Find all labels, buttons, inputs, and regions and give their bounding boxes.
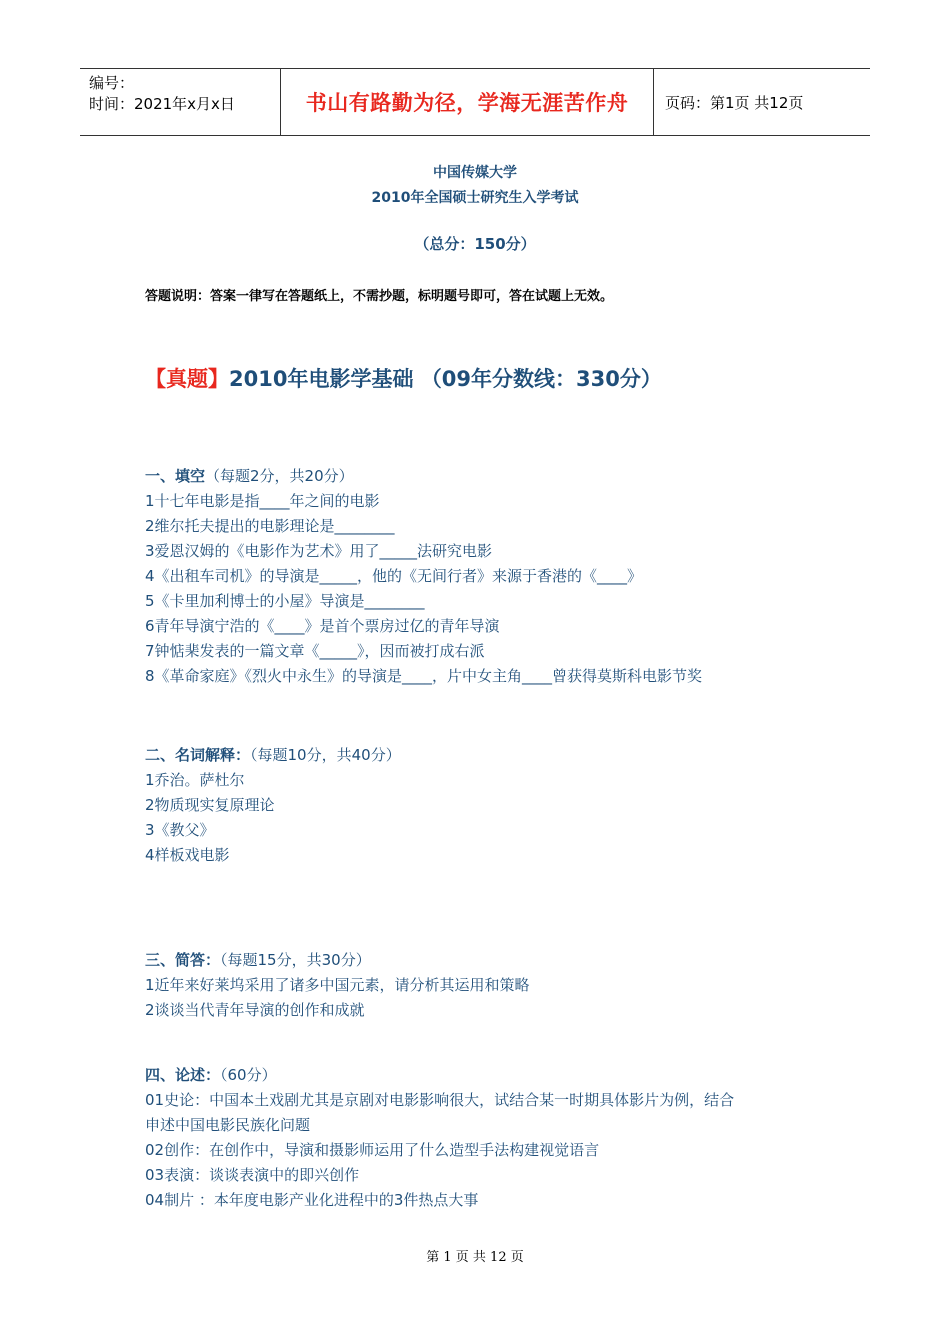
- list-item: 01史论：中国本土戏剧尤其是京剧对电影影响很大，试结合某一时期具体影片为例，结合: [145, 1091, 735, 1109]
- page-info-text: 页码：第1页 共12页: [665, 93, 804, 112]
- section-short-answer: [145, 948, 530, 1023]
- section-heading: 三、简答：: [145, 951, 221, 969]
- instructions: 答题说明：答案一律写在答题纸上，不需抄题，标明题号即可，答在试题上无效。: [145, 289, 614, 304]
- header-motto: [281, 69, 654, 135]
- section-points: （60分）: [220, 1066, 277, 1084]
- section-points: （每题10分，共40分）: [250, 746, 401, 764]
- list-item: 04制片 ：本年度电影产业化进程中的3件热点大事: [145, 1191, 479, 1209]
- section-terms: [145, 743, 401, 868]
- list-item: 5《卡里加利博士的小屋》导演是________: [145, 592, 425, 610]
- list-item: 6青年导演宁浩的《____》是首个票房过亿的青年导演: [145, 617, 500, 635]
- list-item: 1十七年电影是指____年之间的电影: [145, 492, 380, 510]
- list-item: 2物质现实复原理论: [145, 796, 275, 814]
- section-fill-in: [145, 464, 702, 689]
- list-item: 2维尔托夫提出的电影理论是________: [145, 517, 395, 535]
- subject-heading: [145, 363, 662, 393]
- list-item: 3爱恩汉姆的《电影作为艺术》用了_____法研究电影: [145, 542, 493, 560]
- exam-title: 2010年全国硕士研究生入学考试: [371, 190, 579, 206]
- list-item: 1近年来好莱坞采用了诸多中国元素，请分析其运用和策略: [145, 976, 530, 994]
- number-label: 编号：: [89, 74, 135, 92]
- section-heading: 一、填空: [145, 467, 206, 485]
- list-item: 3《教父》: [145, 821, 215, 839]
- section-points: （每题15分，共30分）: [220, 951, 371, 969]
- header-meta: [80, 69, 281, 135]
- section-heading: 四、论述：: [145, 1066, 221, 1084]
- list-item: 4样板戏电影: [145, 846, 230, 864]
- header-page-info: [654, 69, 870, 135]
- subject-title: 2010年电影学基础 （09年分数线：330分）: [229, 367, 662, 391]
- page-footer: 第 1 页 共 12 页: [426, 1250, 524, 1265]
- subject-bracket: 【真题】: [145, 367, 229, 391]
- motto-text: 书山有路勤为径，学海无涯苦作舟: [305, 90, 629, 115]
- list-item: 02创作：在创作中，导演和摄影师运用了什么造型手法构建视觉语言: [145, 1141, 600, 1159]
- list-item: 7钟惦棐发表的一篇文章《_____》，因而被打成右派: [145, 642, 485, 660]
- total-score: （总分：150分）: [414, 235, 536, 253]
- section-heading: 二、名词解释：: [145, 746, 251, 764]
- section-essay: [145, 1063, 734, 1213]
- school-name: 中国传媒大学: [433, 165, 517, 181]
- list-item: 1乔治。萨杜尔: [145, 771, 245, 789]
- list-item: 4《出租车司机》的导演是_____，他的《无间行者》来源于香港的《____》: [145, 567, 643, 585]
- time-label: 时间：2021年x月x日: [89, 95, 235, 113]
- list-item: 2谈谈当代青年导演的创作和成就: [145, 1001, 365, 1019]
- list-item: 申述中国电影民族化问题: [145, 1116, 311, 1134]
- list-item: 03表演：谈谈表演中的即兴创作: [145, 1166, 360, 1184]
- list-item: 8《革命家庭》《烈火中永生》的导演是____，片中女主角____曾获得莫斯科电影节奖: [145, 667, 703, 685]
- page-header: [80, 68, 870, 136]
- section-points: （每题2分，共20分）: [205, 467, 354, 485]
